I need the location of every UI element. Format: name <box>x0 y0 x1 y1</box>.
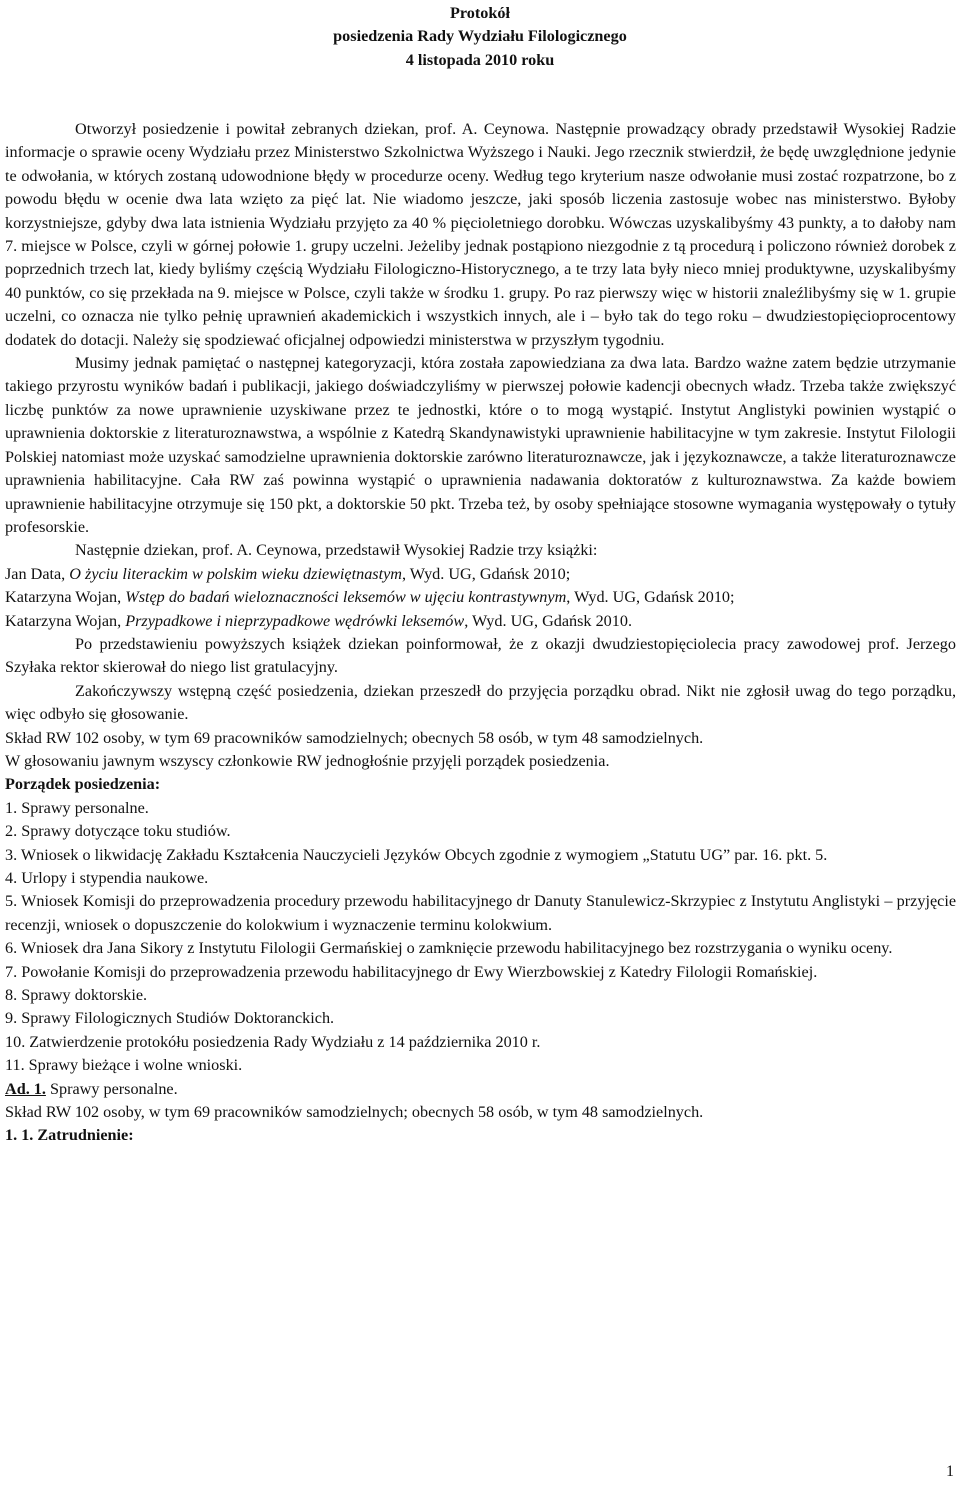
agenda-item: 9. Sprawy Filologicznych Studiów Doktoranckich. <box>5 1009 335 1028</box>
agenda-list <box>5 797 956 1078</box>
paragraph-opening: Otworzył posiedzenie i powitał zebranych dziekan, prof. A. Ceynowa. Następnie prowadzący obrady przedstawił Wysokiej Radzie informacje o sprawie oceny Wydziału przez Ministerstwo Szkolnictwa Wyższego i Nauki. Jego rzecznik stwierdził, że będę uwzględnione jedynie te odwołania, w których zostaną udowodnione błędy w procedurze oceny. Według tego kryterium nasze odwołanie musi zostać rozpatrzone, bo z powodu błędu w ocenie dwa lata wzięto za pięć lat. Nie wiadomo jeszcze, jaki sposób liczenia zastosuje wobec nas ministerstwo. Byłoby korzystniejsze, gdyby dwa lata istnienia Wydziału przyjęto za 40 % pięcioletniego dorobku. Wówczas uzyskalibyśmy 43 punkty, a to dałoby nam 7. miejsce w Polsce, czyli w górnej połowie 1. grupy uczelni. Jeżeliby jednak postąpiono niezgodnie z tą procedurą i policzono również dorobek z poprzednich trzech lat, kiedy byliśmy częścią Wydziału Filologiczno-Historycznego, a te trzy lata były nieco mniej produktywne, uzyskalibyśmy 40 punktów, co się przekłada na 9. miejsce w Polsce, czyli także w środku 1. grupy. Po raz pierwszy więc w historii znaleźlibyśmy się w 1. grupie uczelni, co oznacza nie tylko pełnię uprawnień akademickich i wszystkich innych, ale i – było tak do tego roku – dwudziestopięcioprocentowy dodatek do dotacji. Należy się spodziewać oficjalnej odpowiedzi ministerstwa w przyszłym tygodniu. <box>5 120 956 349</box>
agenda-item: 5. Wniosek Komisji do przeprowadzenia procedury przewodu habilitacyjnego dr Danuty Stanulewicz-Skrzypiec z Instytutu Anglistyki – przyjęcie recenzji, wniosek o dopuszczenie do kolokwium i wyznaczenie terminu kolokwium. <box>5 892 956 934</box>
ad1-text: Sprawy personalne. <box>45 1079 178 1098</box>
vote-result: W głosowaniu jawnym wszyscy członkowie RW jednogłośnie przyjęli porządek posiedzenia. <box>5 751 610 770</box>
page-number: 1 <box>946 1463 954 1480</box>
ad1-label: Ad. 1. <box>5 1079 46 1098</box>
agenda-item: 6. Wniosek dra Jana Sikory z Instytutu Filologii Germańskiej o zamknięcie przewodu habilitacyjnego bez rozstrzygania o wyniku oceny. <box>5 939 893 958</box>
council-composition-repeat: Skład RW 102 osoby, w tym 69 pracowników samodzielnych; obecnych 58 osób, w tym 48 samodzielnych. <box>5 1103 704 1122</box>
paragraph-agenda-intro: Zakończywszy wstępną część posiedzenia, dziekan przeszedł do przyjęcia porządku obrad. Nikt nie zgłosił uwag do tego porządku, więc odbyło się głosowanie. <box>5 681 956 724</box>
agenda-item: 7. Powołanie Komisji do przeprowadzenia przewodu habilitacyjnego dr Ewy Wierzbowskiej z Katedry Filologii Romańskiej. <box>5 962 818 981</box>
agenda-item: 3. Wniosek o likwidację Zakładu Kształcenia Nauczycieli Języków Obcych zgodnie z wymogiem „Statutu UG” par. 16. pkt. 5. <box>5 845 828 864</box>
agenda-item: 2. Sprawy dotyczące toku studiów. <box>5 822 231 841</box>
paragraph-books-intro: Następnie dziekan, prof. A. Ceynowa, przedstawił Wysokiej Radzie trzy książki: <box>75 541 598 560</box>
agenda-item: 4. Urlopy i stypendia naukowe. <box>5 869 209 887</box>
document-header <box>0 0 960 72</box>
book-entry: Jan Data, O życiu literackim w polskim wieku dziewiętnastym, Wyd. UG, Gdańsk 2010; <box>5 564 571 583</box>
header-subtitle: posiedzenia Rady Wydziału Filologicznego <box>333 27 627 46</box>
ad1-heading <box>5 1078 956 1101</box>
document-body <box>5 118 956 1148</box>
book-title: Wstęp do badań wieloznaczności leksemów w ujęciu kontrastywnym <box>125 588 567 607</box>
paragraph-categorization: Musimy jednak pamiętać o następnej kategoryzacji, która została zapowiedziana za dwa lata. Bardzo ważne zatem będzie utrzymanie takiego przyrostu wyników badań i publikacji, jakiego doświadczyliśmy w pierwszej połowie kadencji obecnych władz. Trzeba także zwiększyć liczbę punktów za nowe uprawnienie uzyskiwane przez te jednostki, które o to mogą wystąpić. Instytut Anglistyki powinien wystąpić o uprawnienia doktorskie z literaturoznawstwa, a wspólnie z Katedrą Skandynawistyki uprawnienie habilitacyjne w tym zakresie. Instytut Filologii Polskiej natomiast może uzyskać samodzielne uprawnienia doktorskie zarówno literaturoznawcze, jak i językoznawcze, a także literaturoznawcze uprawnienia habilitacyjne. Cała RW zaś powinna wystąpić o uprawnienia nadawania doktoratów z kulturoznawstwa. Za każde bowiem uprawnienie habilitacyjne otrzymuje się 150 pkt, a doktorskie 50 pkt. Trzeba też, by osoby spełniające stosowne wymagania występowały o tytuły profesorskie. <box>5 354 956 536</box>
council-composition: Skład RW 102 osoby, w tym 69 pracowników samodzielnych; obecnych 58 osób, w tym 48 samodzielnych. <box>5 728 704 747</box>
book-entry: Katarzyna Wojan, Wstęp do badań wieloznaczności leksemów w ujęciu kontrastywnym, Wyd. UG, Gdańsk 2010; <box>5 588 735 607</box>
agenda-item: 1. Sprawy personalne. <box>5 798 149 817</box>
book-entry: Katarzyna Wojan, Przypadkowe i nieprzypadkowe wędrówki leksemów, Wyd. UG, Gdańsk 2010. <box>5 611 632 630</box>
book-list <box>5 563 956 633</box>
header-title: Protokół <box>450 4 510 22</box>
agenda-item: 11. Sprawy bieżące i wolne wnioski. <box>5 1056 243 1075</box>
agenda-item: 10. Zatwierdzenie protokółu posiedzenia Rady Wydziału z 14 października 2010 r. <box>5 1032 541 1051</box>
header-date: 4 listopada 2010 roku <box>405 50 555 69</box>
agenda-heading: Porządek posiedzenia: <box>5 775 161 794</box>
book-title: Przypadkowe i nieprzypadkowe wędrówki leksemów <box>125 611 465 630</box>
agenda-item: 8. Sprawy doktorskie. <box>5 986 148 1005</box>
book-title: O życiu literackim w polskim wieku dziewiętnastym <box>69 564 402 583</box>
subsection-heading: 1. 1. Zatrudnienie: <box>5 1126 134 1145</box>
paragraph-jubilee: Po przedstawieniu powyższych książek dziekan poinformował, że z okazji dwudziestopięciolecia pracy zawodowej prof. Jerzego Szyłaka rektor skierował do niego list gratulacyjny. <box>5 634 956 677</box>
